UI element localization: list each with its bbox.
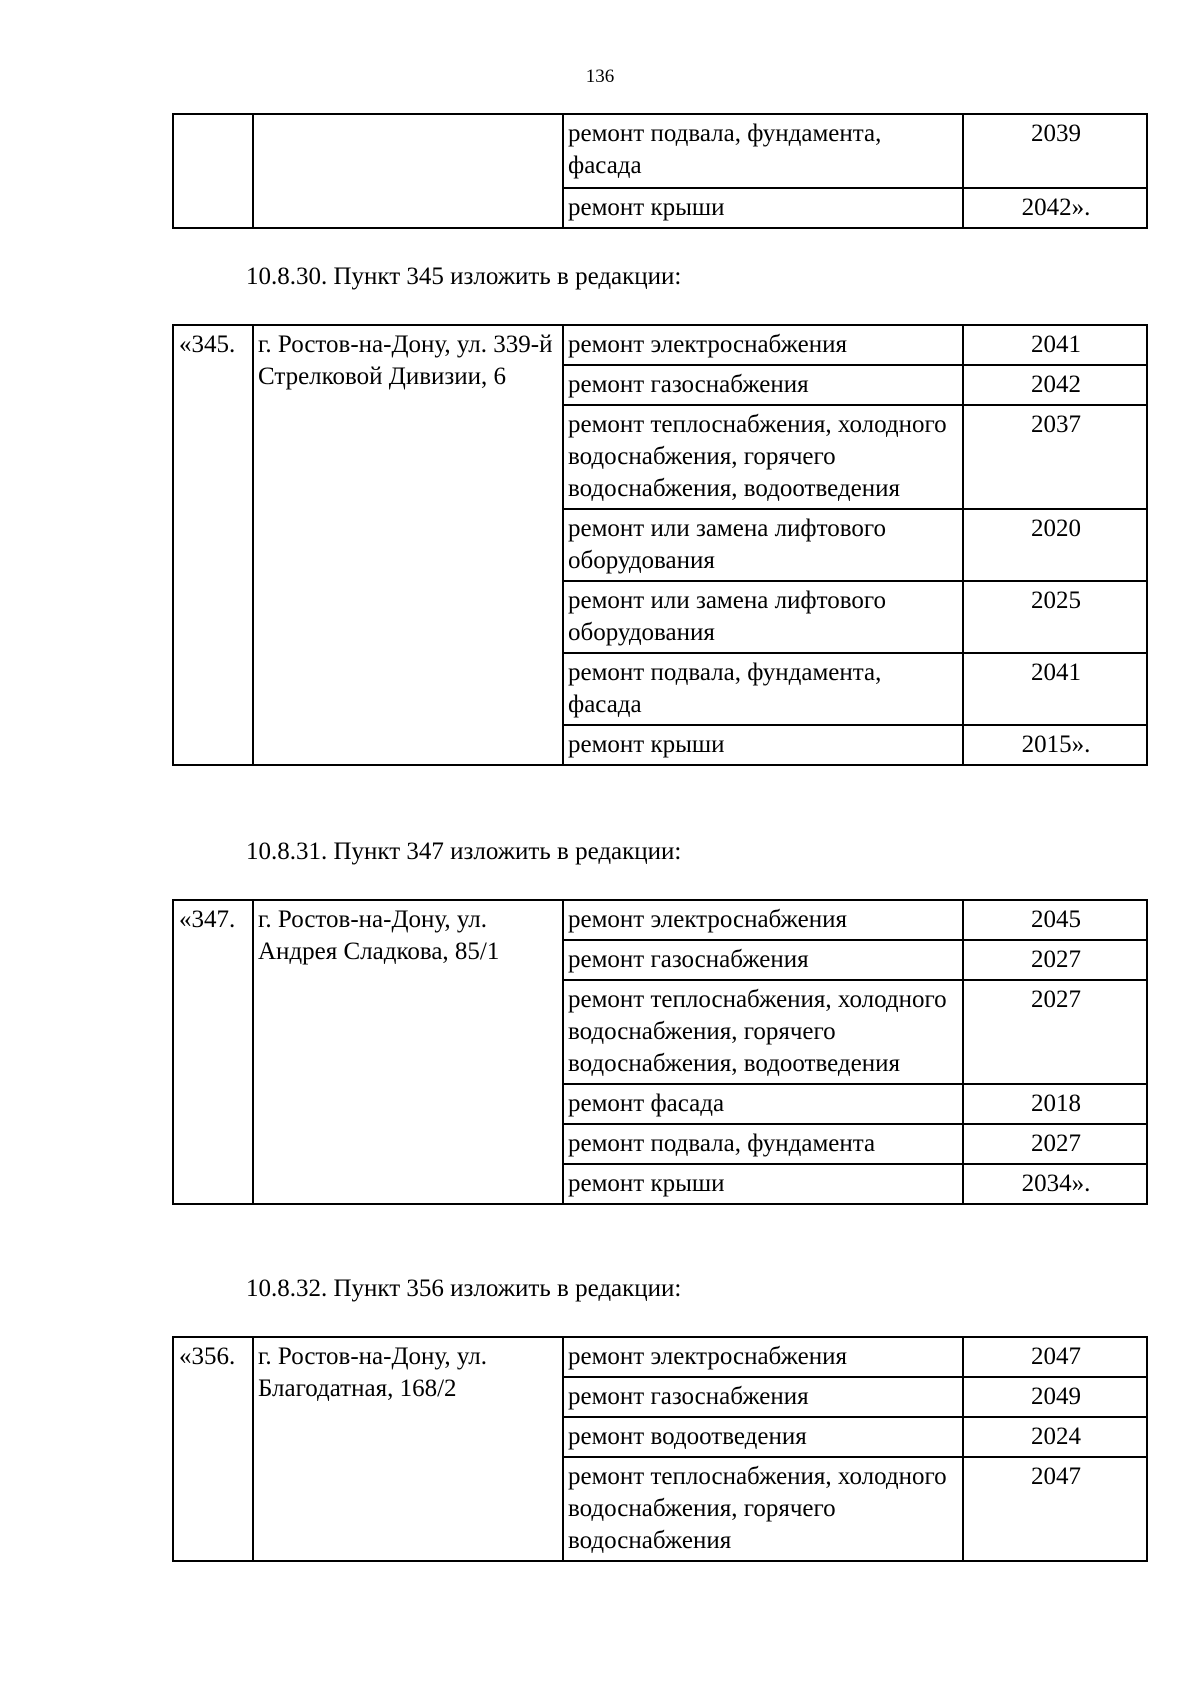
work-type-cell: ремонт электроснабжения: [563, 325, 963, 365]
year-cell: 2027: [963, 1124, 1147, 1164]
table-row: [173, 325, 1147, 365]
year-cell: 2015».: [963, 725, 1147, 765]
item-347-table: [172, 899, 1148, 1205]
year-cell: 2042: [963, 365, 1147, 405]
section-heading-10-8-31: 10.8.31. Пункт 347 изложить в редакции:: [246, 838, 682, 865]
year-cell: 2045: [963, 900, 1147, 940]
item-356-table: [172, 1336, 1148, 1562]
year-cell: 2049: [963, 1377, 1147, 1417]
work-type-cell: ремонт газоснабжения: [563, 940, 963, 980]
table-row: [173, 1337, 1147, 1377]
work-type-cell: ремонт водоотведения: [563, 1417, 963, 1457]
year-cell: 2034».: [963, 1164, 1147, 1204]
work-type-cell: ремонт подвала, фундамента, фасада: [563, 653, 963, 725]
work-type-cell: ремонт теплоснабжения, холодного водоснабжения, горячего водоснабжения: [563, 1457, 963, 1561]
item-number-cell: [173, 114, 253, 228]
address-cell: г. Ростов-на-Дону, ул. Благодатная, 168/2: [253, 1337, 563, 1561]
work-type-cell: ремонт или замена лифтового оборудования: [563, 509, 963, 581]
work-type-cell: ремонт подвала, фундамента, фасада: [563, 114, 963, 188]
work-type-cell: ремонт теплоснабжения, холодного водоснабжения, горячего водоснабжения, водоотведения: [563, 405, 963, 509]
year-cell: 2041: [963, 653, 1147, 725]
year-cell: 2037: [963, 405, 1147, 509]
year-cell: 2027: [963, 940, 1147, 980]
work-type-cell: ремонт крыши: [563, 1164, 963, 1204]
item-number-cell: «345.: [173, 325, 253, 765]
work-type-cell: ремонт фасада: [563, 1084, 963, 1124]
year-cell: 2039: [963, 114, 1147, 188]
work-type-cell: ремонт крыши: [563, 188, 963, 228]
item-number-cell: «356.: [173, 1337, 253, 1561]
year-cell: 2027: [963, 980, 1147, 1084]
work-type-cell: ремонт теплоснабжения, холодного водоснабжения, горячего водоснабжения, водоотведения: [563, 980, 963, 1084]
year-cell: 2047: [963, 1337, 1147, 1377]
item-number-cell: «347.: [173, 900, 253, 1204]
item-345-table: [172, 324, 1148, 766]
section-heading-10-8-32: 10.8.32. Пункт 356 изложить в редакции:: [246, 1275, 682, 1302]
work-type-cell: ремонт газоснабжения: [563, 365, 963, 405]
section-heading-10-8-30: 10.8.30. Пункт 345 изложить в редакции:: [246, 263, 682, 290]
continuation-table: [172, 113, 1148, 229]
address-cell: г. Ростов-на-Дону, ул. Андрея Сладкова, 85/1: [253, 900, 563, 1204]
year-cell: 2041: [963, 325, 1147, 365]
table-row: [173, 114, 1147, 188]
address-cell: [253, 114, 563, 228]
address-cell: г. Ростов-на-Дону, ул. 339-й Стрелковой Дивизии, 6: [253, 325, 563, 765]
work-type-cell: ремонт или замена лифтового оборудования: [563, 581, 963, 653]
year-cell: 2018: [963, 1084, 1147, 1124]
work-type-cell: ремонт электроснабжения: [563, 1337, 963, 1377]
work-type-cell: ремонт газоснабжения: [563, 1377, 963, 1417]
page-number: 136: [585, 66, 615, 87]
work-type-cell: ремонт электроснабжения: [563, 900, 963, 940]
year-cell: 2024: [963, 1417, 1147, 1457]
table-row: [173, 900, 1147, 940]
year-cell: 2025: [963, 581, 1147, 653]
year-cell: 2042».: [963, 188, 1147, 228]
work-type-cell: ремонт крыши: [563, 725, 963, 765]
year-cell: 2047: [963, 1457, 1147, 1561]
work-type-cell: ремонт подвала, фундамента: [563, 1124, 963, 1164]
year-cell: 2020: [963, 509, 1147, 581]
